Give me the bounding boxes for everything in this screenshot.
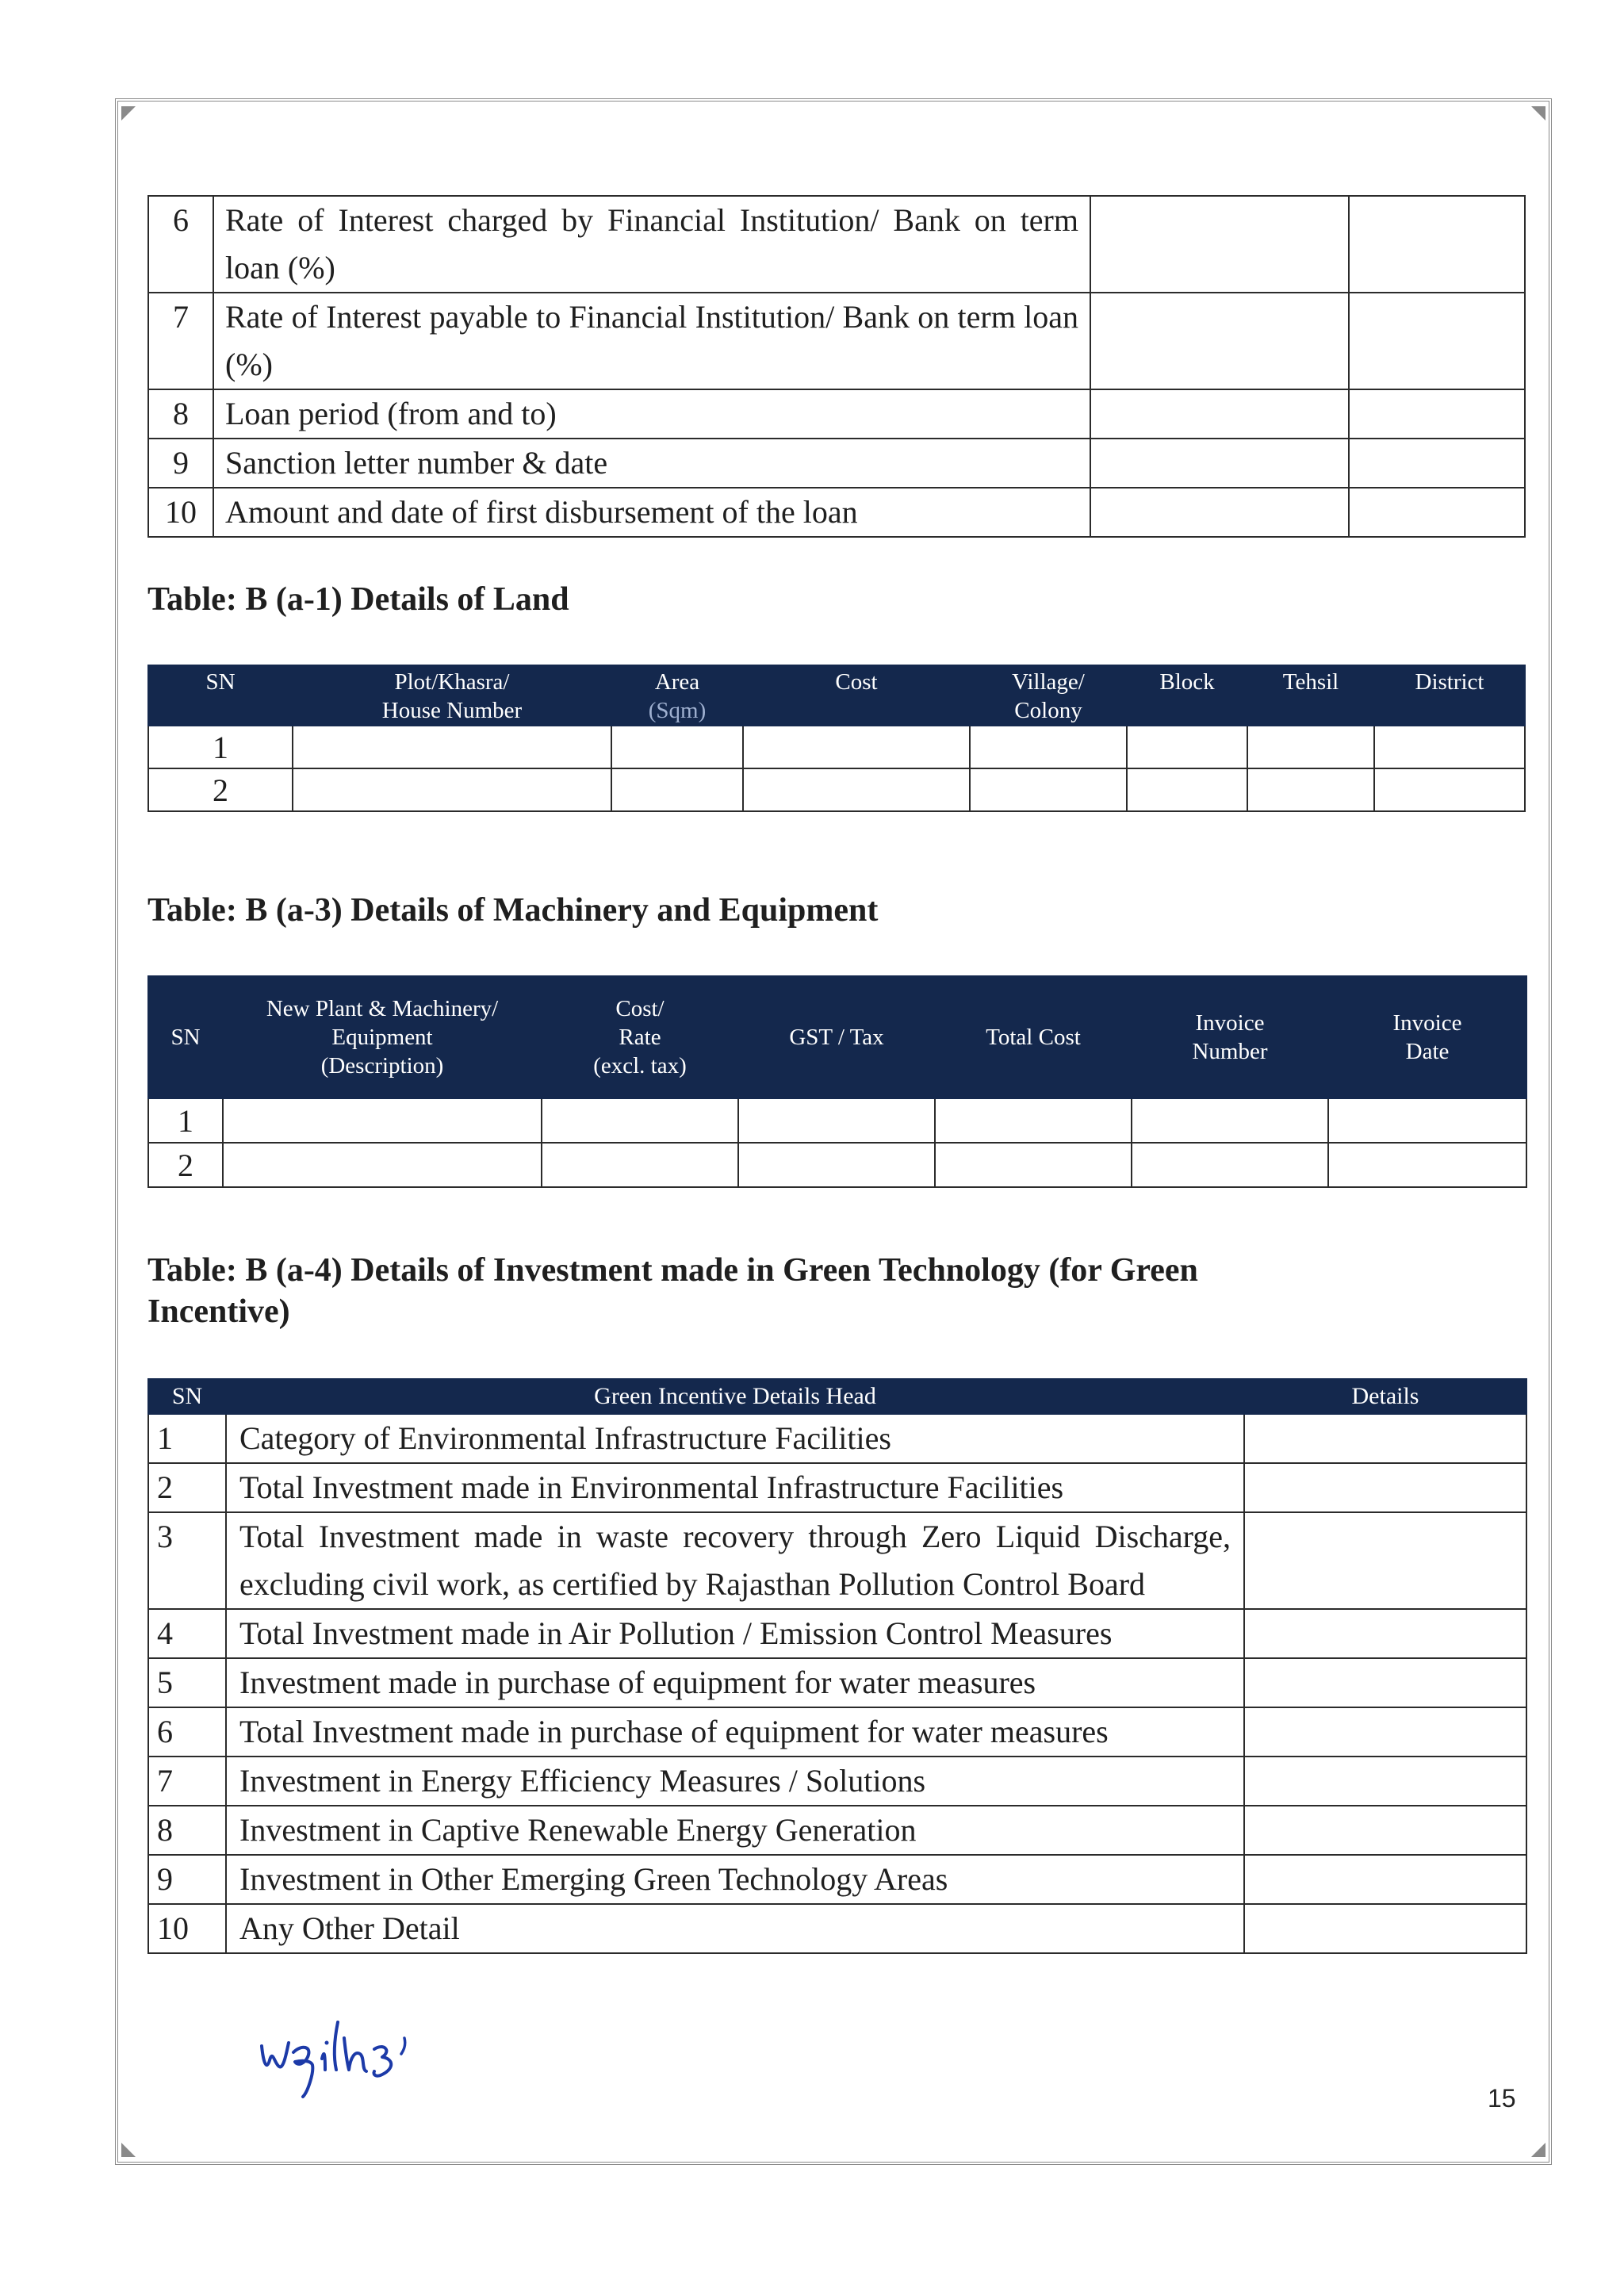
row-sn: 9: [148, 1855, 226, 1904]
row-label: Rate of Interest payable to Financial Institution/ Bank on term loan (%): [213, 293, 1090, 389]
row-sn: 5: [148, 1658, 226, 1707]
table-row: [148, 1855, 1526, 1904]
table-row: [148, 1904, 1526, 1953]
value-cell[interactable]: [542, 1143, 738, 1187]
row-sn: 7: [148, 293, 213, 389]
row-sn: 2: [148, 1463, 226, 1512]
heading-line: Table: B (a-4) Details of Investment made in Green Technology (for Green: [147, 1252, 1198, 1289]
header-line: Village/: [1012, 669, 1085, 695]
table-row: [148, 1658, 1526, 1707]
value-cell[interactable]: [970, 768, 1127, 811]
row-label: Total Investment made in Air Pollution / Emission Control Measures: [226, 1609, 1244, 1658]
column-header: [542, 976, 738, 1098]
row-label: Rate of Interest charged by Financial Institution/ Bank on term loan (%): [213, 196, 1090, 293]
row-sn: 2: [148, 768, 293, 811]
section-heading-land: Table: B (a-1) Details of Land: [147, 581, 569, 618]
value-cell[interactable]: [293, 726, 611, 768]
value-cell[interactable]: [1090, 196, 1349, 293]
loan-details-table: [147, 195, 1526, 538]
value-cell[interactable]: [611, 768, 743, 811]
table-row: [148, 389, 1525, 439]
row-sn: 10: [148, 1904, 226, 1953]
header-line: Number: [1192, 1039, 1268, 1064]
column-header: [970, 665, 1127, 726]
value-cell[interactable]: [1374, 768, 1525, 811]
value-cell[interactable]: [223, 1098, 542, 1143]
table-row: [148, 1806, 1526, 1855]
header-line: Invoice: [1392, 1010, 1462, 1036]
section-heading-machinery: Table: B (a-3) Details of Machinery and Equipment: [147, 892, 879, 929]
value-cell[interactable]: [970, 726, 1127, 768]
column-header: [1328, 976, 1526, 1098]
value-cell[interactable]: [1132, 1143, 1328, 1187]
table-row: [148, 1757, 1526, 1806]
row-sn: 2: [148, 1143, 223, 1187]
table-row: [148, 1143, 1526, 1187]
header-line: Colony: [1014, 698, 1082, 723]
value-cell[interactable]: [293, 768, 611, 811]
header-unit: (Sqm): [648, 698, 707, 723]
column-header: SN: [148, 976, 223, 1098]
value-cell[interactable]: [542, 1098, 738, 1143]
value-cell[interactable]: [1328, 1098, 1526, 1143]
table-row: [148, 1512, 1526, 1609]
details-cell[interactable]: [1244, 1757, 1526, 1806]
border-corner-ornament: [121, 106, 136, 121]
row-sn: 7: [148, 1757, 226, 1806]
row-sn: 6: [148, 196, 213, 293]
value-cell[interactable]: [1127, 768, 1247, 811]
value-cell[interactable]: [743, 726, 970, 768]
table-row: [148, 196, 1525, 293]
table-row: [148, 488, 1525, 537]
header-line: (Description): [320, 1053, 444, 1078]
value-cell[interactable]: [935, 1098, 1132, 1143]
section-heading-green: [147, 1250, 1198, 1332]
table-row: [148, 293, 1525, 389]
value-cell[interactable]: [1090, 389, 1349, 439]
handwritten-signature: [255, 2014, 414, 2101]
table-header-row: [148, 665, 1525, 726]
details-cell[interactable]: [1244, 1855, 1526, 1904]
details-cell[interactable]: [1244, 1707, 1526, 1757]
header-line: Area: [654, 669, 700, 695]
header-line: Cost/: [615, 996, 665, 1021]
value-cell[interactable]: [935, 1143, 1132, 1187]
column-header: GST / Tax: [738, 976, 935, 1098]
border-corner-ornament: [121, 2143, 136, 2157]
value-cell[interactable]: [611, 726, 743, 768]
row-label: Amount and date of first disbursement of the loan: [213, 488, 1090, 537]
column-header: Total Cost: [935, 976, 1132, 1098]
column-header: [611, 665, 743, 726]
table-row: [148, 1463, 1526, 1512]
row-label: Sanction letter number & date: [213, 439, 1090, 488]
row-sn: 1: [148, 1414, 226, 1463]
value-cell[interactable]: [1349, 196, 1525, 293]
value-cell[interactable]: [1090, 488, 1349, 537]
details-cell[interactable]: [1244, 1658, 1526, 1707]
table-row: [148, 726, 1525, 768]
column-header: Block: [1127, 665, 1247, 726]
value-cell[interactable]: [743, 768, 970, 811]
column-header: SN: [148, 1379, 226, 1414]
value-cell[interactable]: [1349, 293, 1525, 389]
table-row: [148, 768, 1525, 811]
column-header: SN: [148, 665, 293, 726]
row-sn: 1: [148, 726, 293, 768]
value-cell[interactable]: [1349, 389, 1525, 439]
value-cell[interactable]: [1090, 439, 1349, 488]
column-header: Green Incentive Details Head: [226, 1379, 1244, 1414]
border-corner-ornament: [1531, 2143, 1545, 2157]
row-sn: 3: [148, 1512, 226, 1609]
details-cell[interactable]: [1244, 1414, 1526, 1463]
row-label: Investment made in purchase of equipment for water measures: [226, 1658, 1244, 1707]
header-line: Rate: [619, 1025, 661, 1050]
header-line: House Number: [381, 698, 523, 723]
land-details-table: [147, 665, 1526, 812]
value-cell[interactable]: [1132, 1098, 1328, 1143]
row-label: Total Investment made in waste recovery through Zero Liquid Discharge, excluding civil work, as certified by Rajasthan Pollution Control Board: [226, 1512, 1244, 1609]
header-line: (excl. tax): [593, 1053, 687, 1078]
header-line: New Plant & Machinery/: [266, 996, 499, 1021]
header-line: Equipment: [331, 1025, 433, 1050]
column-header: Details: [1244, 1379, 1526, 1414]
row-sn: 6: [148, 1707, 226, 1757]
row-label: Any Other Detail: [226, 1904, 1244, 1953]
value-cell[interactable]: [738, 1098, 935, 1143]
column-header: Tehsil: [1247, 665, 1374, 726]
details-cell[interactable]: [1244, 1904, 1526, 1953]
row-sn: 1: [148, 1098, 223, 1143]
details-cell[interactable]: [1244, 1512, 1526, 1609]
heading-line: Incentive): [147, 1293, 290, 1330]
table-row: [148, 1707, 1526, 1757]
details-cell[interactable]: [1244, 1463, 1526, 1512]
value-cell[interactable]: [223, 1143, 542, 1187]
machinery-details-table: [147, 975, 1527, 1188]
row-label: Category of Environmental Infrastructure Facilities: [226, 1414, 1244, 1463]
table-header-row: [148, 976, 1526, 1098]
page-number: 15: [1488, 2084, 1516, 2113]
green-incentive-table: [147, 1378, 1527, 1954]
details-cell[interactable]: [1244, 1806, 1526, 1855]
column-header: Cost: [743, 665, 970, 726]
row-label: Investment in Energy Efficiency Measures / Solutions: [226, 1757, 1244, 1806]
table-row: [148, 1414, 1526, 1463]
value-cell[interactable]: [1090, 293, 1349, 389]
value-cell[interactable]: [1328, 1143, 1526, 1187]
row-sn: 8: [148, 1806, 226, 1855]
row-label: Total Investment made in Environmental Infrastructure Facilities: [226, 1463, 1244, 1512]
row-sn: 9: [148, 439, 213, 488]
table-row: [148, 439, 1525, 488]
value-cell[interactable]: [1127, 726, 1247, 768]
column-header: District: [1374, 665, 1525, 726]
row-label: Investment in Captive Renewable Energy Generation: [226, 1806, 1244, 1855]
value-cell[interactable]: [1349, 488, 1525, 537]
value-cell[interactable]: [1349, 439, 1525, 488]
value-cell[interactable]: [1374, 726, 1525, 768]
header-line: Date: [1405, 1039, 1450, 1064]
header-line: Invoice: [1195, 1010, 1265, 1036]
table-header-row: [148, 1379, 1526, 1414]
column-header: [1132, 976, 1328, 1098]
row-label: Total Investment made in purchase of equipment for water measures: [226, 1707, 1244, 1757]
column-header: [293, 665, 611, 726]
border-corner-ornament: [1531, 106, 1545, 121]
value-cell[interactable]: [1247, 726, 1374, 768]
row-label: Loan period (from and to): [213, 389, 1090, 439]
value-cell[interactable]: [738, 1143, 935, 1187]
row-label: Investment in Other Emerging Green Technology Areas: [226, 1855, 1244, 1904]
details-cell[interactable]: [1244, 1609, 1526, 1658]
row-sn: 10: [148, 488, 213, 537]
table-row: [148, 1609, 1526, 1658]
row-sn: 4: [148, 1609, 226, 1658]
value-cell[interactable]: [1247, 768, 1374, 811]
column-header: [223, 976, 542, 1098]
header-line: Plot/Khasra/: [394, 669, 510, 695]
table-row: [148, 1098, 1526, 1143]
row-sn: 8: [148, 389, 213, 439]
